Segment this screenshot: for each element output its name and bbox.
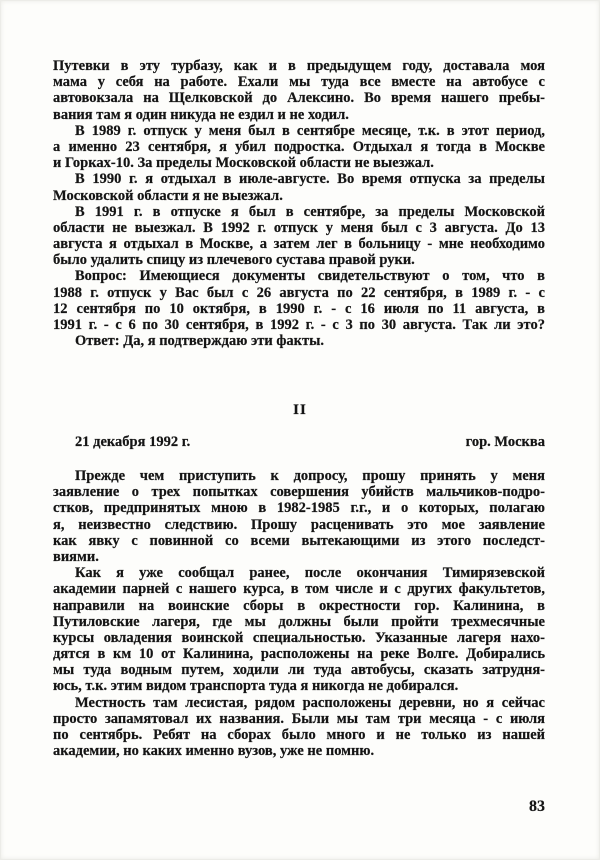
text-line: автовокзала на Щелковской до Алексино. Во время нашего пребы- [53, 90, 545, 107]
text-line: вания там я один никуда не ездил и не ходил. [53, 106, 349, 123]
text-line: академии парней с нашего курса, в том числе и с других факультетов, [53, 581, 545, 598]
text-line: как явку с повинной со всеми вытекающими из этого последст- [53, 532, 545, 549]
text-line: курсы овладения воинской специальностью. Указанные лагеря нахо- [53, 629, 545, 646]
text-line: и Горках-10. За пределы Московской области не выезжал. [53, 155, 434, 172]
answer-line: Ответ: Да, я подтверждаю эти факты. [75, 333, 325, 350]
text-line: Прежде чем приступить к допросу, прошу принять у меня [75, 468, 545, 484]
interrogation-part2-text [53, 468, 545, 759]
interrogation-part1-text [53, 58, 545, 349]
text-line: Местность там лесистая, рядом расположены деревни, но я сейчас [75, 694, 545, 711]
text-line: заявление о трех попытках совершения убийств мальчиков-подро- [53, 484, 545, 501]
question-line: 1991 г. - с 6 по 30 сентября, в 1992 г. - с 3 по 30 августа. Так ли это? [53, 317, 545, 333]
text-line: было удалить спицу из плечевого сустава правой руки. [53, 252, 415, 269]
text-line: академии, но каких именно вузов, уже не помню. [53, 743, 375, 760]
text-line: стков, предпринятых мною в 1982-1985 г.г., и о которых, полагаю [53, 500, 545, 517]
text-line: области не выезжал. В 1992 г. отпуск у меня был с 3 августа. До 13 [53, 219, 545, 236]
text-line: В 1989 г. отпуск у меня был в сентябре месяце, т.к. в этот период, [75, 122, 545, 139]
text-line: виями. [53, 548, 99, 565]
text-line: направили на воинские сборы в окрестности гор. Калинина, в [53, 597, 545, 614]
dateline [53, 434, 545, 450]
text-line: по сентябрь. Ребят на сборах было много и не только из нашей [53, 727, 545, 743]
text-line: просто запамятовал их названия. Были мы там три месяца - с июля [53, 710, 545, 727]
text-line: В 1991 г. в отпуске я был в сентябре, за пределы Московской [75, 203, 545, 220]
question-line: Вопрос: Имеющиеся документы свидетельствуют о том, что в [75, 268, 545, 285]
text-line: дятся в км 10 от Калинина, расположены на реке Волге. Добирались [53, 646, 545, 663]
question-line: 1988 г. отпуск у Вас был с 26 августа по 22 сентября, в 1989 г. - с [53, 284, 545, 301]
text-line: юсь, т.к. этим видом транспорта туда я никогда не добирался. [53, 678, 459, 695]
text-line: я, неизвестно следствию. Прошу расценивать это мое заявление [53, 516, 545, 533]
question-line: 12 сентября по 10 октября, в 1990 г. - с 16 июля по 11 августа, в [53, 300, 545, 317]
dateline-date: 21 декабря 1992 г. [75, 434, 191, 450]
text-line: мы туда водным путем, ходили ли туда автобусы, сказать затрудня- [53, 662, 545, 679]
dateline-place: гор. Москва [465, 434, 545, 450]
text-line: а именно 23 сентября, я убил подростка. Отдыхал я тогда в Москве [53, 138, 545, 155]
text-line: Путевки в эту турбазу, как и в предыдущем году, доставала моя [53, 58, 545, 74]
section-heading: II [293, 402, 307, 418]
text-line: Как я уже сообщал ранее, после окончания Тимирязевской [75, 565, 545, 582]
text-line: Путиловские лагеря, где мы должны были пройти трехмесячные [53, 613, 545, 630]
text-line: Московской области я не выезжал. [53, 187, 283, 204]
page-number: 83 [529, 798, 545, 815]
text-line: августа я отдыхал в Москве, а затем лег в больницу - мне необходимо [53, 236, 545, 253]
text-line: мама у себя на работе. Ехали мы туда все вместе на автобусе с [53, 74, 545, 91]
text-line: В 1990 г. я отдыхал в июле-августе. Во время отпуска за пределы [75, 171, 545, 188]
